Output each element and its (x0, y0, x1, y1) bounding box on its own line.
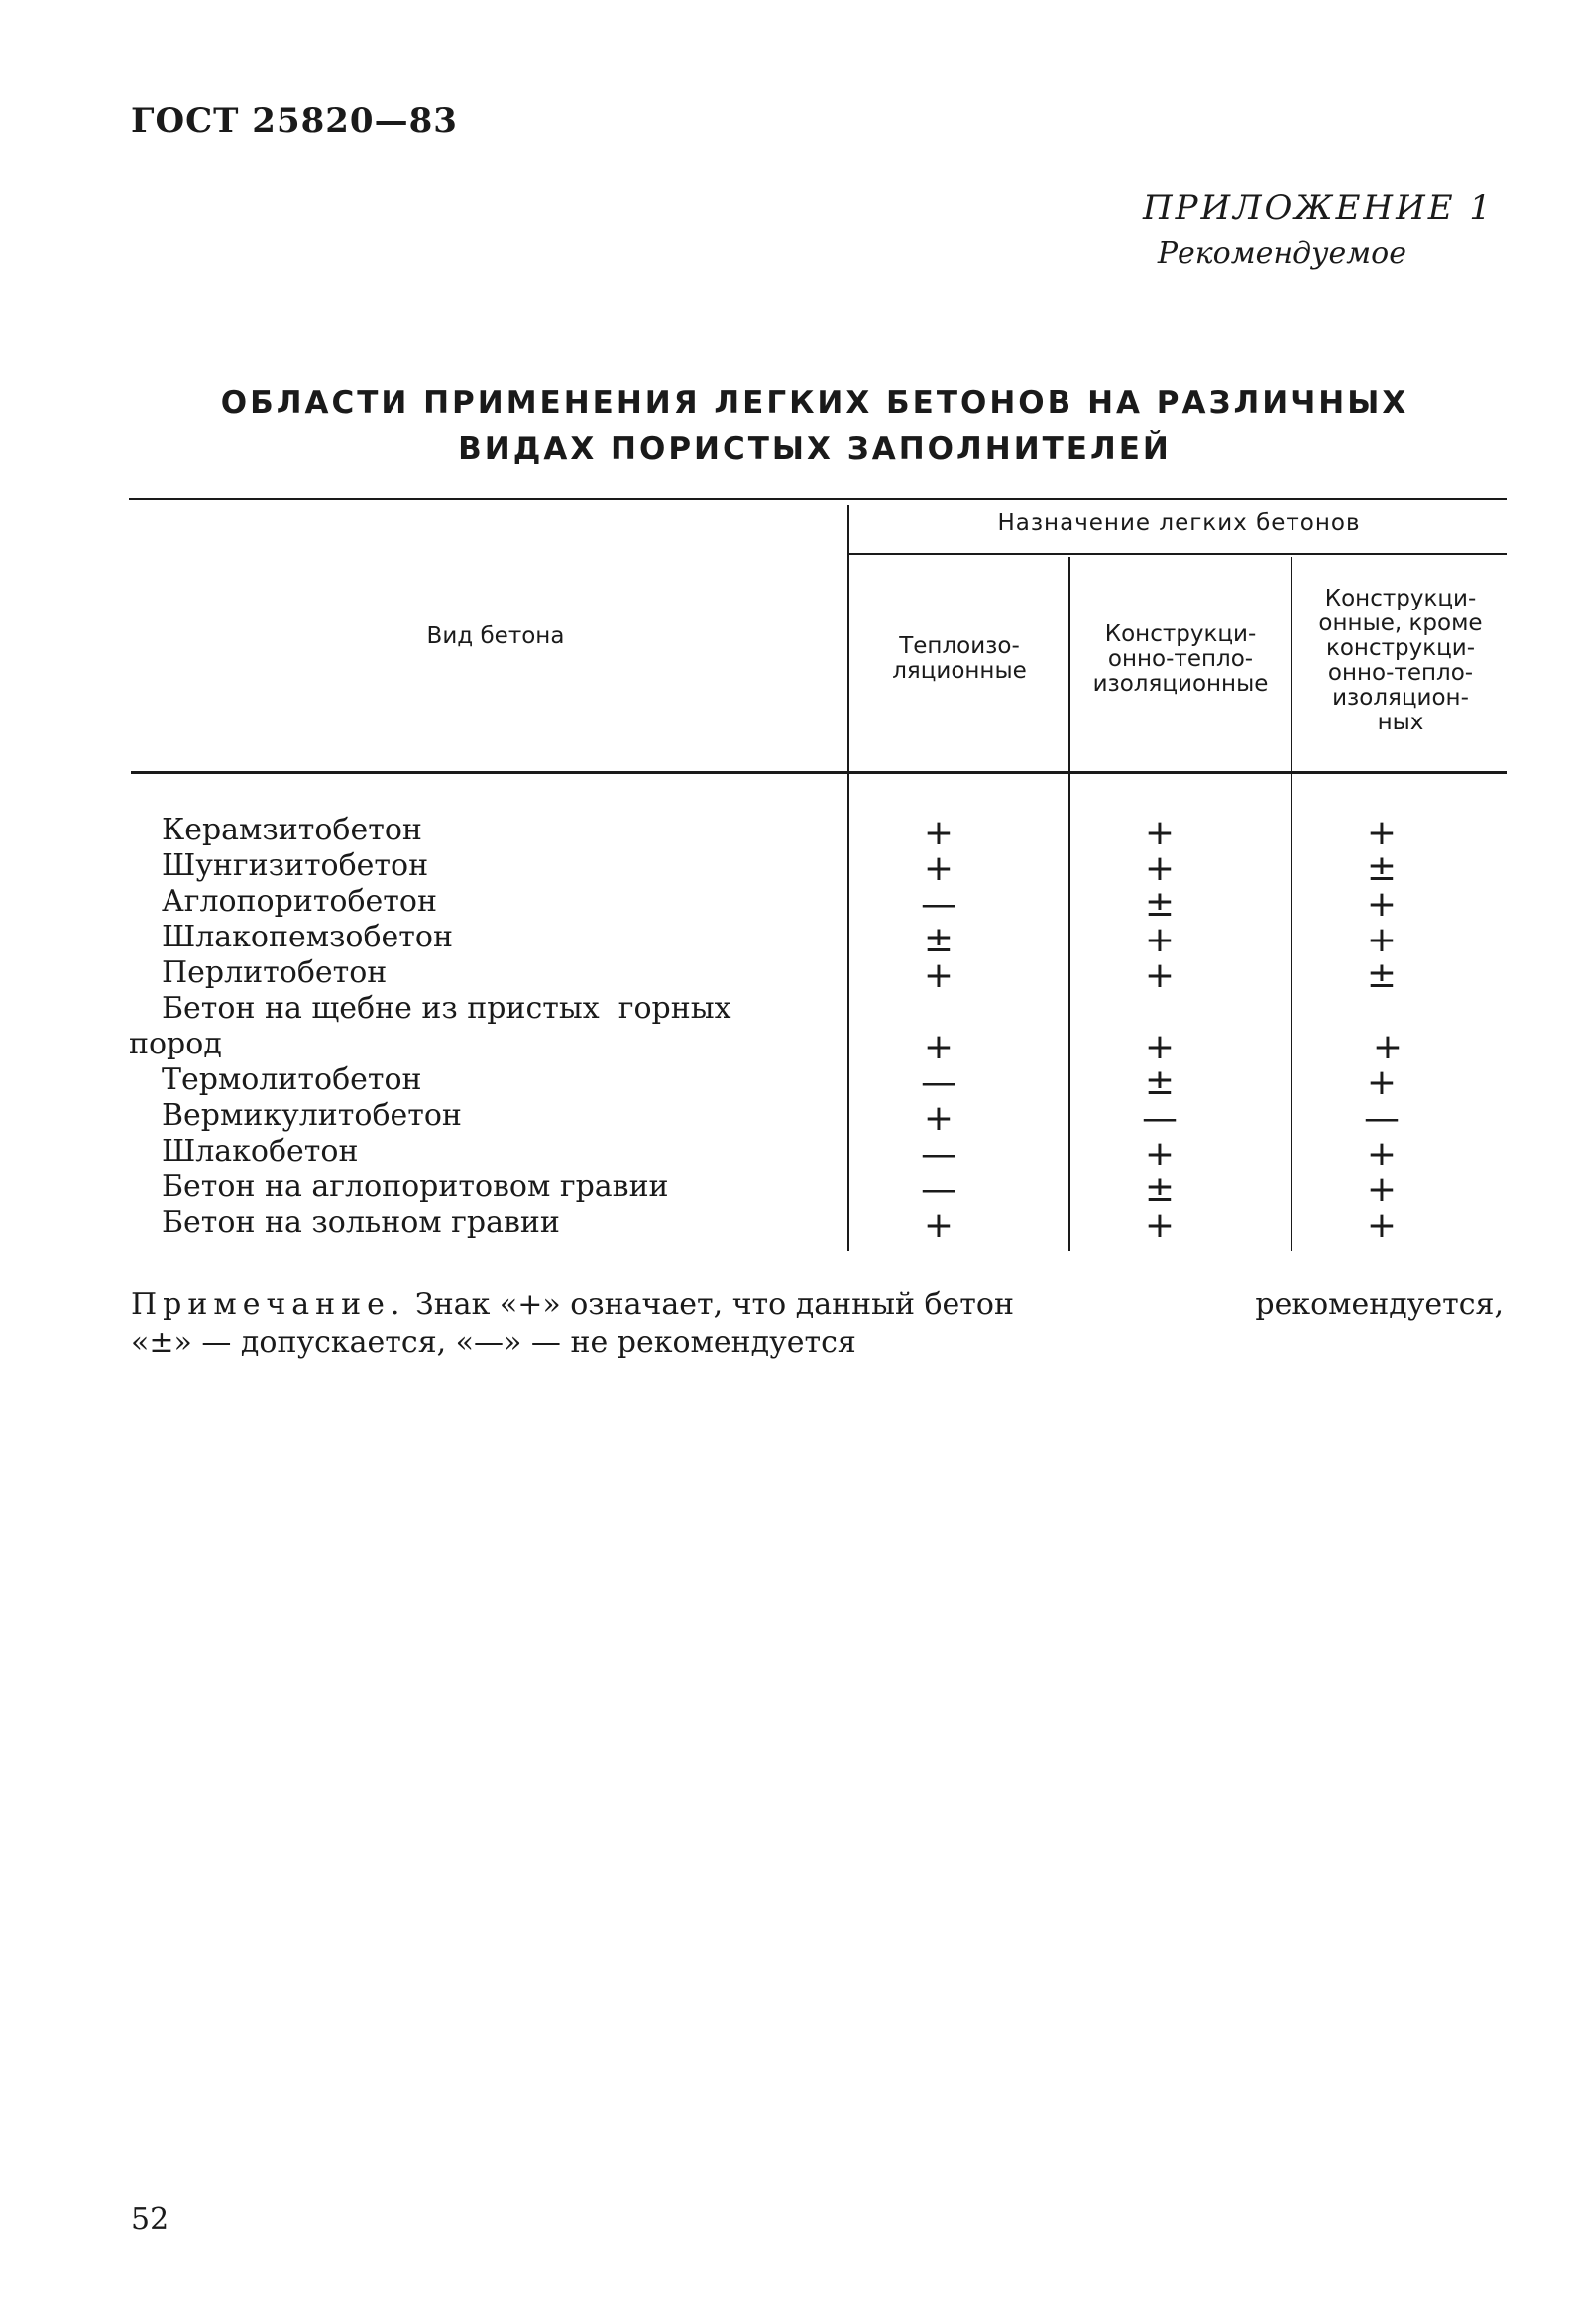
table-row-name: Керамзитобетон (162, 813, 422, 847)
mark-structural: + (1366, 1134, 1398, 1174)
mark-structural: + (1366, 920, 1398, 960)
mark-thermal: — (921, 1169, 956, 1210)
column-header-thermal: Теплоизо- ляционные (892, 633, 1027, 684)
header-bottom-rule (131, 771, 1507, 774)
document-code: ГОСТ 25820—83 (131, 101, 458, 141)
mark-structural: ± (1366, 955, 1398, 996)
table-row-name: Бетон на щебне из пристых горных (162, 991, 731, 1026)
appendix-status: Рекомендуемое (1157, 236, 1406, 271)
mark-thermal: — (921, 1134, 956, 1174)
mark-thermal: — (921, 884, 956, 925)
mark-thermal: + (923, 955, 955, 996)
mark-thermal: + (923, 1027, 955, 1067)
table-row-name: Термолитобетон (162, 1062, 422, 1097)
mark-structural-thermal: + (1144, 1205, 1176, 1246)
column-header-type: Вид бетона (426, 623, 565, 649)
mark-structural-thermal: + (1144, 848, 1176, 889)
page-number: 52 (131, 2202, 169, 2237)
table-row-name-continued: пород (129, 1027, 222, 1061)
column-divider-3 (1291, 557, 1292, 1251)
mark-structural-thermal: — (1142, 1098, 1178, 1139)
column-divider-2 (1068, 557, 1070, 1251)
mark-thermal: ± (923, 920, 955, 960)
note-text-b: рекомендуется, (1255, 1287, 1504, 1322)
table-row-name: Перлитобетон (162, 955, 388, 990)
mark-structural-thermal: + (1144, 955, 1176, 996)
mark-thermal: + (923, 813, 955, 853)
column-header-structural: Конструкци- онные, кроме конструкци- онно-тепло- изоляцион- ных (1318, 586, 1483, 735)
mark-structural-thermal: + (1144, 1027, 1176, 1067)
mark-thermal: — (921, 1062, 956, 1103)
table-row-name: Шунгизитобетон (162, 848, 429, 883)
table-row-name: Бетон на аглопоритовом гравии (162, 1169, 669, 1204)
mark-structural: + (1366, 1062, 1398, 1103)
mark-structural-thermal: + (1144, 813, 1176, 853)
mark-thermal: + (923, 1098, 955, 1139)
note-text-c: «±» — допускается, «—» — не рекомендуется (131, 1325, 856, 1360)
mark-structural-thermal: ± (1144, 884, 1176, 925)
note-text-a: Знак «+» означает, что данный бетон (415, 1287, 1014, 1322)
mark-structural-thermal: ± (1144, 1062, 1176, 1103)
mark-structural-thermal: + (1144, 1134, 1176, 1174)
mark-thermal: + (923, 1205, 955, 1246)
mark-structural-thermal: + (1144, 920, 1176, 960)
mark-structural-thermal: ± (1144, 1169, 1176, 1210)
table-row-name: Вермикулитобетон (162, 1098, 462, 1133)
appendix-label: ПРИЛОЖЕНИЕ 1 (1142, 188, 1494, 228)
note-label: Примечание. (131, 1287, 406, 1322)
group-header-rule (849, 553, 1507, 555)
table-row-name: Шлакобетон (162, 1134, 359, 1168)
mark-structural: + (1366, 1169, 1398, 1210)
table-top-rule (129, 498, 1507, 500)
column-divider-1 (847, 505, 849, 1251)
column-header-structural-thermal: Конструкци- онно-тепло- изоляционные (1092, 621, 1269, 697)
mark-structural: + (1366, 884, 1398, 925)
table-row-name: Аглопоритобетон (162, 884, 437, 919)
column-group-header: Назначение легких бетонов (997, 510, 1361, 536)
mark-structural: + (1372, 1027, 1404, 1067)
table-row-name: Шлакопемзобетон (162, 920, 453, 954)
table-note (131, 1286, 1504, 1362)
mark-structural: + (1366, 813, 1398, 853)
table-row-name: Бетон на зольном гравии (162, 1205, 560, 1240)
title-line-2: ВИДАХ ПОРИСТЫХ ЗАПОЛНИТЕЛЕЙ (458, 431, 1172, 467)
mark-structural: ± (1366, 848, 1398, 889)
title-line-1: ОБЛАСТИ ПРИМЕНЕНИЯ ЛЕГКИХ БЕТОНОВ НА РАЗЛИЧНЫХ (220, 386, 1409, 421)
mark-thermal: + (923, 848, 955, 889)
mark-structural: — (1364, 1098, 1400, 1139)
mark-structural: + (1366, 1205, 1398, 1246)
